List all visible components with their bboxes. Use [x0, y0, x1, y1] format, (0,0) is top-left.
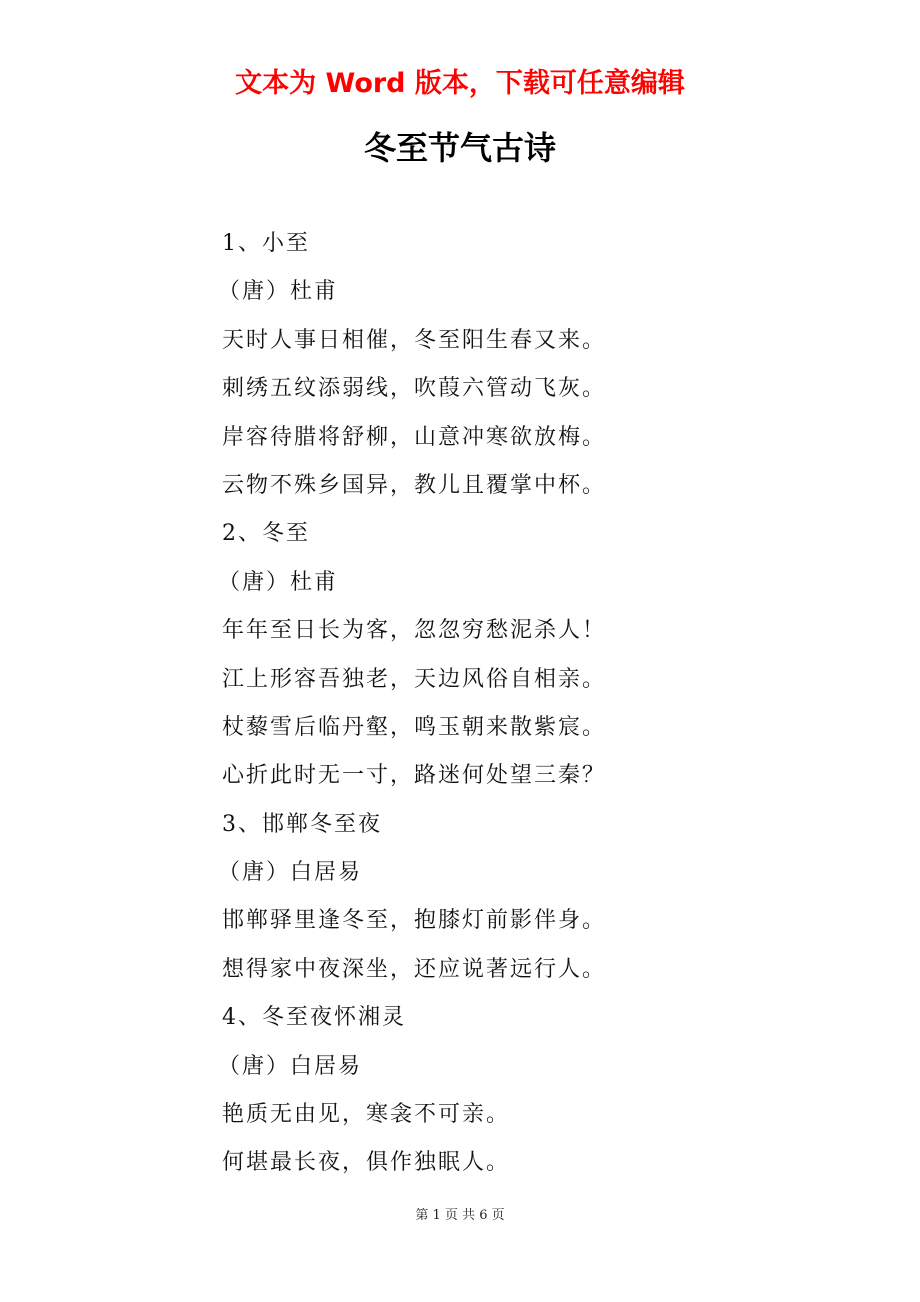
poem-author: （唐）杜甫 [218, 569, 339, 595]
poem-line: 何堪最长夜，俱作独眠人。 [222, 1150, 511, 1176]
poem-3 [218, 801, 862, 995]
poem-line: 江上形容吾独老，天边风俗自相亲。 [222, 666, 607, 692]
poem-line: 杖藜雪后临丹壑，鸣玉朝来散紫宸。 [222, 714, 607, 740]
poem-line: 心折此时无一寸，路迷何处望三秦？ [222, 763, 607, 789]
document-title: 冬至节气古诗 [363, 129, 556, 167]
poem-line: 岸容待腊将舒柳，山意冲寒欲放梅。 [222, 424, 607, 450]
poem-line: 想得家中夜深坐，还应说著远行人。 [222, 956, 607, 982]
poem-heading: 2、冬至 [222, 521, 310, 547]
poem-heading: 4、冬至夜怀湘灵 [222, 1005, 406, 1031]
poem-line: 刺绣五纹添弱线，吹葭六管动飞灰。 [222, 376, 607, 402]
poem-line: 云物不殊乡国异，教儿且覆掌中杯。 [222, 472, 607, 498]
poem-1 [218, 220, 862, 510]
poem-line: 年年至日长为客，忽忽穷愁泥杀人！ [222, 618, 607, 644]
word-version-banner: 文本为 Word 版本，下载可任意编辑 [235, 68, 685, 99]
poem-4 [218, 994, 862, 1188]
poem-heading: 1、小至 [222, 231, 310, 256]
poem-heading: 3、邯郸冬至夜 [222, 811, 382, 837]
poem-list [218, 220, 862, 1188]
poem-author: （唐）杜甫 [218, 279, 339, 305]
poem-line: 艳质无由见，寒衾不可亲。 [222, 1102, 511, 1128]
poem-line: 天时人事日相催，冬至阳生春又来。 [222, 327, 607, 353]
poem-2 [218, 510, 862, 800]
page-footer: 第 1 页 共 6 页 [415, 1208, 505, 1223]
poem-author: （唐）白居易 [218, 860, 363, 886]
poem-line: 邯郸驿里逢冬至，抱膝灯前影伴身。 [222, 908, 607, 934]
poem-author: （唐）白居易 [218, 1053, 363, 1079]
